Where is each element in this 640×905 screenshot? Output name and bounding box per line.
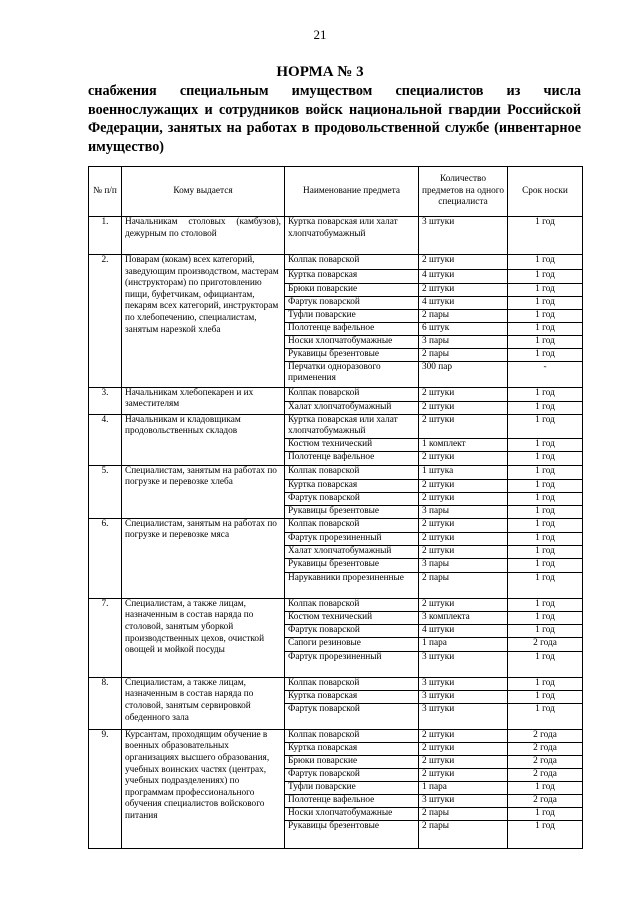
item-name-cell: Сапоги резиновые <box>285 637 419 651</box>
term-cell: 1 год <box>508 545 583 558</box>
quantity-cell: 2 штуки <box>419 492 508 505</box>
quantity-cell: 3 пары <box>419 505 508 518</box>
term-cell: 1 год <box>508 335 583 348</box>
item-name-cell: Фартук поварской <box>285 492 419 505</box>
recipient-cell: Специалистам, а также лицам, назначенным в состав наряда по столовой, занятым сервировкой обеденного зала <box>122 677 285 729</box>
item-name-cell: Перчатки одноразового применения <box>285 361 419 387</box>
quantity-cell: 2 штуки <box>419 545 508 558</box>
recipient-cell: Начальникам хлебопекарен и их заместителям <box>122 387 285 414</box>
term-cell: 1 год <box>508 255 583 270</box>
row-number: 5. <box>89 465 122 518</box>
table-row <box>89 465 583 479</box>
quantity-cell: 2 штуки <box>419 518 508 532</box>
quantity-cell: 2 пары <box>419 572 508 598</box>
item-name-cell: Фартук прорезиненный <box>285 651 419 677</box>
term-cell: 1 год <box>508 703 583 729</box>
term-cell: 1 год <box>508 651 583 677</box>
item-name-cell: Куртка поварская или халат хлопчатобумажный <box>285 217 419 255</box>
quantity-cell: 2 пары <box>419 820 508 848</box>
recipient-cell: Начальникам и кладовщикам продовольственных складов <box>122 414 285 465</box>
term-cell: 2 года <box>508 755 583 768</box>
quantity-cell: 6 штук <box>419 322 508 335</box>
document-subtitle: снабжения специальным имуществом специалистов из числа военнослужащих и сотрудников войск национальной гвардии Российской Федерации, занятых на работах в продовольственной службе (инвентарное имущество) <box>88 83 581 155</box>
term-cell: 1 год <box>508 781 583 794</box>
table-row <box>89 255 583 270</box>
item-name-cell: Рукавицы брезентовые <box>285 348 419 361</box>
item-name-cell: Колпак поварской <box>285 518 419 532</box>
term-cell: 1 год <box>508 505 583 518</box>
quantity-cell: 1 пара <box>419 637 508 651</box>
item-name-cell: Носки хлопчатобумажные <box>285 807 419 820</box>
quantity-cell: 2 штуки <box>419 729 508 742</box>
item-name-cell: Колпак поварской <box>285 255 419 270</box>
table-row <box>89 217 583 255</box>
recipient-cell: Специалистам, занятым на работах по погрузке и перевозке хлеба <box>122 465 285 518</box>
table-row <box>89 729 583 742</box>
page-number: 21 <box>313 27 327 42</box>
document-title: НОРМА № 3 <box>276 64 364 80</box>
item-name-cell: Куртка поварская <box>285 690 419 703</box>
recipient-cell: Начальникам столовых (камбузов), дежурным по столовой <box>122 217 285 255</box>
term-cell: 2 года <box>508 768 583 781</box>
quantity-cell: 2 штуки <box>419 451 508 465</box>
term-cell: 2 года <box>508 637 583 651</box>
term-cell: 1 год <box>508 532 583 545</box>
term-cell: 1 год <box>508 401 583 414</box>
table-row <box>89 414 583 438</box>
quantity-cell: 2 пары <box>419 807 508 820</box>
quantity-cell: 4 штуки <box>419 624 508 637</box>
header-term: Срок носки <box>508 167 583 217</box>
item-name-cell: Фартук поварской <box>285 768 419 781</box>
row-number: 2. <box>89 255 122 388</box>
item-name-cell: Куртка поварская <box>285 270 419 284</box>
row-number: 8. <box>89 677 122 729</box>
item-name-cell: Фартук поварской <box>285 624 419 637</box>
quantity-cell: 2 штуки <box>419 479 508 492</box>
term-cell: 2 года <box>508 729 583 742</box>
header-num: № п/п <box>89 167 122 217</box>
item-name-cell: Полотенце вафельное <box>285 322 419 335</box>
term-cell: 1 год <box>508 598 583 611</box>
item-name-cell: Фартук прорезиненный <box>285 532 419 545</box>
item-name-cell: Рукавицы брезентовые <box>285 558 419 572</box>
term-cell: 1 год <box>508 414 583 438</box>
term-cell: 1 год <box>508 270 583 284</box>
item-name-cell: Костюм технический <box>285 438 419 451</box>
quantity-cell: 2 штуки <box>419 768 508 781</box>
quantity-cell: 3 пары <box>419 335 508 348</box>
item-name-cell: Рукавицы брезентовые <box>285 820 419 848</box>
item-name-cell: Туфли поварские <box>285 309 419 322</box>
quantity-cell: 2 штуки <box>419 742 508 755</box>
quantity-cell: 2 пары <box>419 309 508 322</box>
quantity-cell: 300 пар <box>419 361 508 387</box>
quantity-cell: 3 штуки <box>419 677 508 690</box>
header-recipient: Кому выдается <box>122 167 285 217</box>
term-cell: 1 год <box>508 479 583 492</box>
item-name-cell: Фартук поварской <box>285 297 419 310</box>
term-cell: 1 год <box>508 284 583 297</box>
row-number: 7. <box>89 598 122 677</box>
quantity-cell: 4 штуки <box>419 297 508 310</box>
item-name-cell: Куртка поварская <box>285 742 419 755</box>
term-cell: 1 год <box>508 518 583 532</box>
term-cell: 1 год <box>508 309 583 322</box>
term-cell: 1 год <box>508 677 583 690</box>
table-row <box>89 598 583 611</box>
quantity-cell: 4 штуки <box>419 270 508 284</box>
quantity-cell: 2 штуки <box>419 284 508 297</box>
term-cell: 1 год <box>508 297 583 310</box>
term-cell: 1 год <box>508 690 583 703</box>
term-cell: 1 год <box>508 492 583 505</box>
item-name-cell: Халат хлопчатобумажный <box>285 401 419 414</box>
quantity-cell: 3 штуки <box>419 794 508 807</box>
item-name-cell: Колпак поварской <box>285 387 419 401</box>
row-number: 6. <box>89 518 122 598</box>
recipient-cell: Курсантам, проходящим обучение в военных образовательных организациях высшего образования, учебных воинских частях (центрах, учебных подразделениях) по программам профессионального обучения специалистов войскового питания <box>122 729 285 848</box>
quantity-cell: 1 комплект <box>419 438 508 451</box>
quantity-cell: 3 штуки <box>419 217 508 255</box>
quantity-cell: 3 штуки <box>419 690 508 703</box>
term-cell: 1 год <box>508 465 583 479</box>
row-number: 1. <box>89 217 122 255</box>
table-row <box>89 677 583 690</box>
quantity-cell: 3 штуки <box>419 703 508 729</box>
recipient-cell: Поварам (кокам) всех категорий, заведующим производством, мастерам (инструкторам) по приготовлению пищи, буфетчикам, официантам, пекарям всех категорий, инструкторам по хлебопечению, специалистам, занятым нарезкой хлеба <box>122 255 285 388</box>
item-name-cell: Куртка поварская <box>285 479 419 492</box>
header-qty: Количество предметов на одного специалиста <box>419 167 508 217</box>
header-item: Наименование предмета <box>285 167 419 217</box>
quantity-cell: 2 штуки <box>419 414 508 438</box>
item-name-cell: Колпак поварской <box>285 598 419 611</box>
term-cell: 1 год <box>508 348 583 361</box>
quantity-cell: 3 штуки <box>419 651 508 677</box>
row-number: 3. <box>89 387 122 414</box>
term-cell: 1 год <box>508 820 583 848</box>
item-name-cell: Носки хлопчатобумажные <box>285 335 419 348</box>
term-cell: 1 год <box>508 322 583 335</box>
quantity-cell: 2 штуки <box>419 598 508 611</box>
item-name-cell: Туфли поварские <box>285 781 419 794</box>
table-row <box>89 518 583 532</box>
item-name-cell: Нарукавники прорезиненные <box>285 572 419 598</box>
item-name-cell: Халат хлопчатобумажный <box>285 545 419 558</box>
table-row <box>89 387 583 401</box>
term-cell: 1 год <box>508 387 583 401</box>
quantity-cell: 1 пара <box>419 781 508 794</box>
quantity-cell: 2 штуки <box>419 255 508 270</box>
quantity-cell: 3 комплекта <box>419 611 508 624</box>
row-number: 9. <box>89 729 122 848</box>
recipient-cell: Специалистам, а также лицам, назначенным в состав наряда по столовой, занятым уборкой производственных цехов, очисткой овощей и мойкой посуды <box>122 598 285 677</box>
table-body <box>89 217 583 849</box>
recipient-cell: Специалистам, занятым на работах по погрузке и перевозке мяса <box>122 518 285 598</box>
term-cell: 1 год <box>508 624 583 637</box>
item-name-cell: Брюки поварские <box>285 755 419 768</box>
item-name-cell: Колпак поварской <box>285 677 419 690</box>
term-cell: 2 года <box>508 742 583 755</box>
item-name-cell: Брюки поварские <box>285 284 419 297</box>
item-name-cell: Фартук поварской <box>285 703 419 729</box>
table-header-row <box>89 167 583 217</box>
quantity-cell: 2 штуки <box>419 401 508 414</box>
item-name-cell: Полотенце вафельное <box>285 451 419 465</box>
term-cell: 1 год <box>508 438 583 451</box>
item-name-cell: Рукавицы брезентовые <box>285 505 419 518</box>
term-cell: 2 года <box>508 794 583 807</box>
quantity-cell: 2 штуки <box>419 755 508 768</box>
term-cell: 1 год <box>508 558 583 572</box>
term-cell: 1 год <box>508 611 583 624</box>
item-name-cell: Колпак поварской <box>285 729 419 742</box>
term-cell: 1 год <box>508 217 583 255</box>
term-cell: 1 год <box>508 451 583 465</box>
norm-table <box>88 166 583 849</box>
item-name-cell: Колпак поварской <box>285 465 419 479</box>
quantity-cell: 3 пары <box>419 558 508 572</box>
quantity-cell: 2 штуки <box>419 387 508 401</box>
term-cell: 1 год <box>508 807 583 820</box>
quantity-cell: 2 пары <box>419 348 508 361</box>
term-cell: 1 год <box>508 572 583 598</box>
row-number: 4. <box>89 414 122 465</box>
quantity-cell: 1 штука <box>419 465 508 479</box>
term-cell: - <box>508 361 583 387</box>
item-name-cell: Костюм технический <box>285 611 419 624</box>
quantity-cell: 2 штуки <box>419 532 508 545</box>
item-name-cell: Куртка поварская или халат хлопчатобумажный <box>285 414 419 438</box>
item-name-cell: Полотенце вафельное <box>285 794 419 807</box>
